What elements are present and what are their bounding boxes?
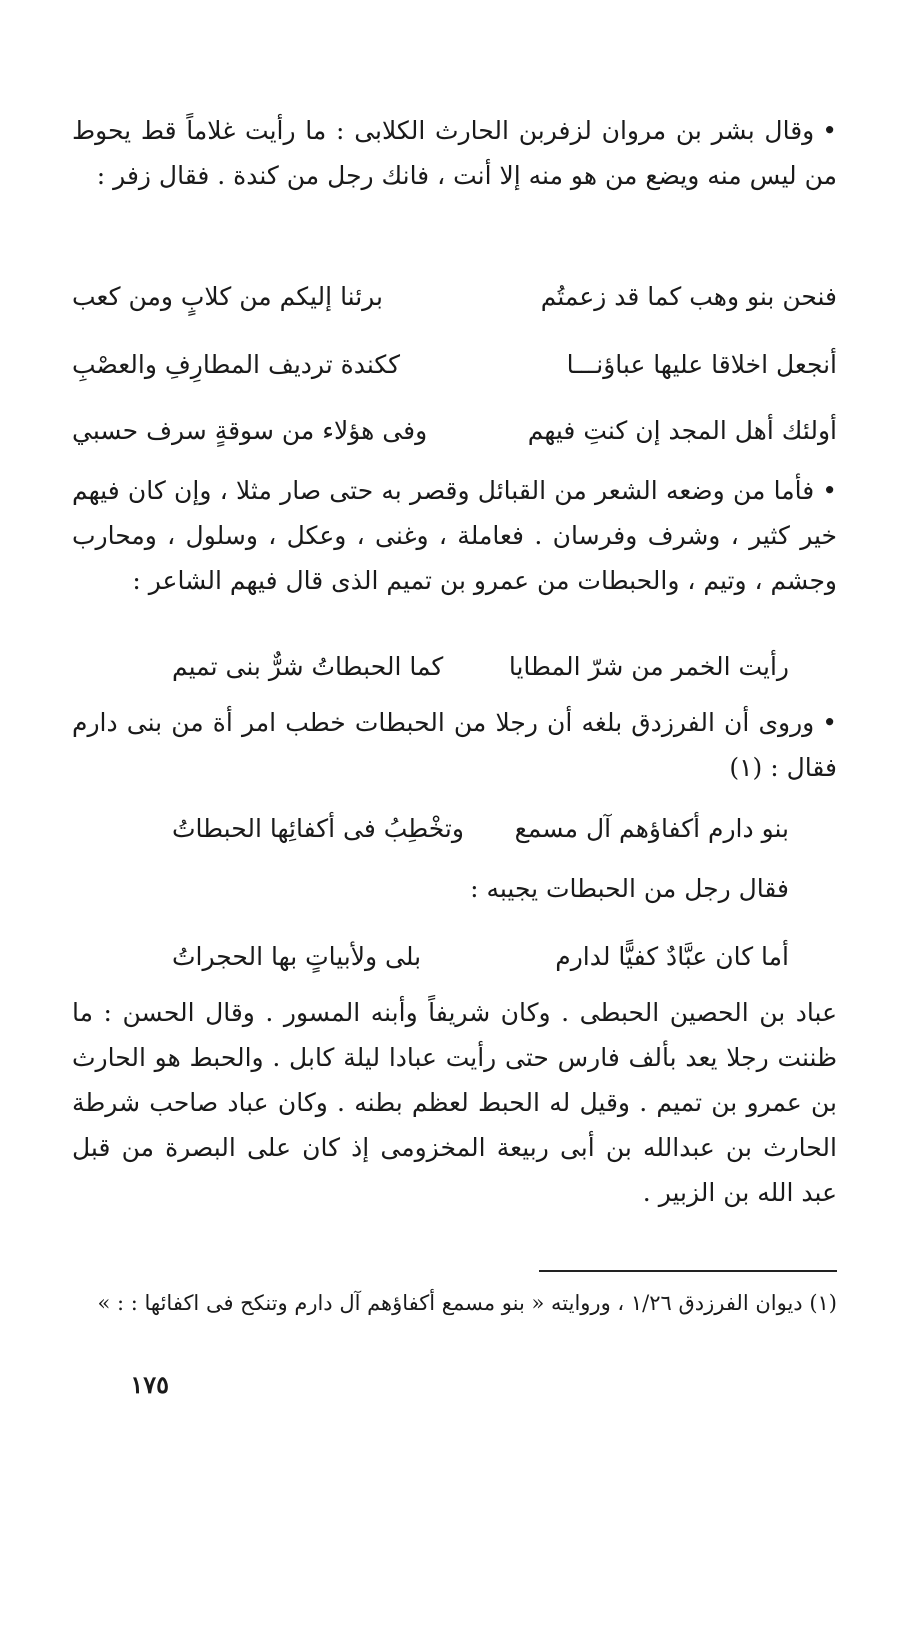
verse-second-hemistich: ككندة ترديف المطارِفِ والعصْبِ [72,350,401,379]
verse-second-hemistich: كما الحبطاتُ شرٌّ بنى تميم [172,652,444,681]
paragraph-reply-intro [72,866,789,911]
bullet-mark: • [822,116,837,145]
verse-line [72,406,837,456]
verse-second-hemistich: برئنا إليكم من كلابٍ ومن كعب [72,282,383,311]
page-number: ١٧٥ [130,1370,169,1399]
verse-line [72,932,837,982]
paragraph-tribes [72,468,837,603]
verse-first-hemistich: أنجعل اخلاقا عليها عباؤنـــا [566,350,837,379]
verse-first-hemistich: أولئك أهل المجد إن كنتِ فيهم [527,416,837,445]
paragraph-text: فقال رجل من الحبطات يجيبه : [470,874,789,903]
verse-line [72,642,837,692]
footnote-separator [539,1270,837,1272]
verse-first-hemistich: أما كان عبَّادٌ كفيًّا لدارم [555,942,789,971]
verse-first-hemistich: رأيت الخمر من شرّ المطايا [508,652,789,681]
bullet-mark: • [822,476,837,505]
paragraph-text: وروى أن الفرزدق بلغه أن رجلا من الحبطات خطب امر أة من بنى دارم فقال : (١) [72,708,837,782]
paragraph-farazdaq [72,700,837,790]
paragraph-text: عباد بن الحصين الحبطى . وكان شريفاً وأبنه المسور . وقال الحسن : ما ظننت رجلا يعد بألف فارس حتى رأيت عبادا ليلة كابل . والحبط هو الحارث بن عمرو بن تميم . وقيل له الحبط لعظم بطنه . وكان عباد صاحب شرطة الحارث بن عبدالله بن أبى ربيعة المخزومى إذ كان على البصرة من قبل عبد الله بن الزبير . [72,998,837,1207]
verse-line [72,340,837,390]
verse-second-hemistich: بلى ولأبياتٍ بها الحجراتُ [172,942,422,971]
paragraph-bishr [72,108,837,198]
verse-first-hemistich: فنحن بنو وهب كما قد زعمتُم [540,282,837,311]
verse-line [72,804,837,854]
footnote: (١) ديوان الفرزدق ١/٢٦ ، وروايته « بنو مسمع أكفاؤهم آل دارم وتنكح فى اكفائها : : » [97,1291,837,1315]
verse-first-hemistich: بنو دارم أكفاؤهم آل مسمع [514,814,789,843]
paragraph-text: وقال بشر بن مروان لزفربن الحارث الكلابى : ما رأيت غلاماً قط يحوط من ليس منه ويضع من هو منه إلا أنت ، فانك رجل من كندة . فقال زفر : [72,116,837,190]
verse-line [72,272,837,322]
paragraph-text: فأما من وضعه الشعر من القبائل وقصر به حتى صار مثلا ، وإن كان فيهم خير كثير ، وشرف وفرسان . فعاملة ، وغنى ، وعكل ، وسلول ، ومحارب وجشم ، وتيم ، والحبطات من عمرو بن تميم الذى قال فيهم الشاعر : [72,476,837,595]
verse-second-hemistich: وتخْطِبُ فى أكفائِها الحبطاتُ [172,814,464,843]
verse-second-hemistich: وفى هؤلاء من سوقةٍ سرف حسبي [72,416,428,445]
bullet-mark: • [822,708,837,737]
paragraph-abbad [72,990,837,1215]
